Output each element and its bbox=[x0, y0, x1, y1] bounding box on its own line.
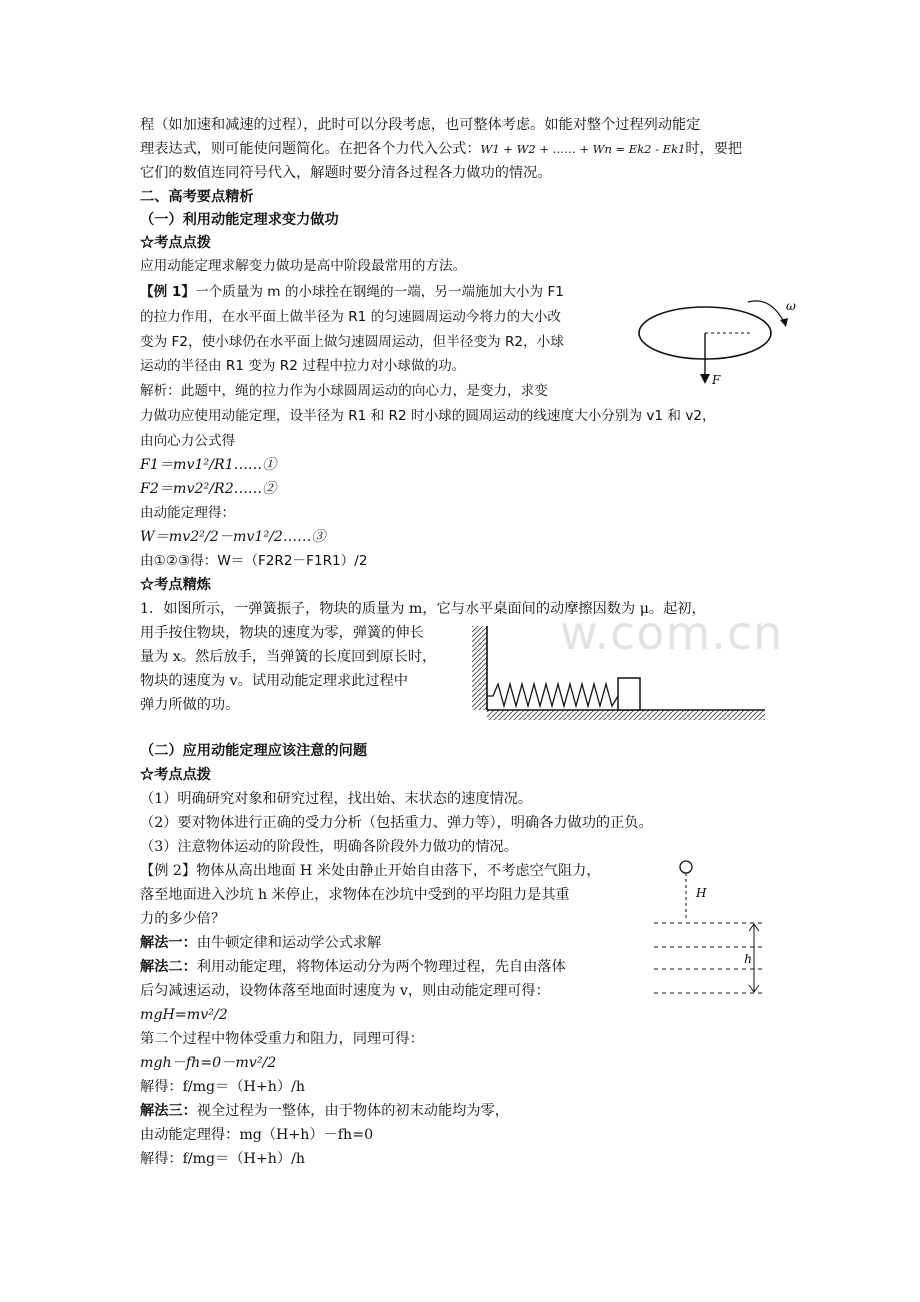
subsection-heading: （一）利用动能定理求变力做功 bbox=[140, 212, 339, 228]
para-line: 程（如加速和减速的过程），此时可以分段考虑，也可整体考虑。如能对整个过程列动能定 bbox=[140, 117, 701, 133]
solution-line: 力做功应使用动能定理，设半径为 R1 和 R2 时小球的圆周运动的线速度大小分别为 v1 和 v2， bbox=[140, 408, 716, 424]
example-1-line: 变为 F2，使小球仍在水平面上做匀速圆周运动，但半径变为 R2，小球 bbox=[140, 334, 564, 350]
equation: 解得：f/mg＝（H+h）/h bbox=[140, 1151, 306, 1167]
question-1-line: 物块的速度为 v。试用动能定理求此过程中 bbox=[140, 673, 408, 689]
equation-1: F1＝mv1²/R1……① bbox=[140, 457, 277, 473]
rotation-arrowhead-icon bbox=[780, 318, 788, 327]
spring-oscillator-figure bbox=[462, 622, 768, 726]
method-line: 第二个过程中物体受重力和阻力，同理可得： bbox=[140, 1031, 424, 1047]
point-item: （1）明确研究对象和研究过程，找出始、末状态的速度情况。 bbox=[140, 791, 533, 807]
solution-line: 解析：此题中，绳的拉力作为小球圆周运动的向心力，是变力，求变 bbox=[140, 383, 548, 399]
omega-label: ω bbox=[786, 299, 796, 313]
formula: W1 + W2 + …… + Wn = Ek2 - Ek1 bbox=[480, 142, 686, 156]
method-line: 解法三：视全过程为一整体，由于物体的初末动能均为零， bbox=[140, 1103, 509, 1119]
equation: 解得：f/mg＝（H+h）/h bbox=[140, 1079, 306, 1095]
question-1-line: 量为 x。然后放手，当弹簧的长度回到原长时， bbox=[140, 649, 437, 665]
falling-ball bbox=[680, 861, 692, 873]
circular-motion-figure bbox=[630, 290, 820, 400]
wall-hatch bbox=[472, 626, 487, 710]
question-1-line: 用手按住物块，物块的速度为零，弹簧的伸长 bbox=[140, 625, 424, 641]
spring bbox=[487, 684, 618, 706]
rotation-arrow bbox=[748, 301, 784, 322]
H-label: H bbox=[696, 886, 707, 900]
result-line: 由①②③得：W＝（F2R2－F1R1）/2 bbox=[140, 553, 368, 569]
solution-line: 由向心力公式得 bbox=[140, 433, 236, 449]
watermark: w.com.cn bbox=[560, 606, 784, 660]
para-line: 理表达式，则可能使问题简化。在把各个力代入公式：W1 + W2 + …… + Wn = Ek2 - Ek1时，要把 bbox=[140, 141, 743, 157]
force-arrowhead-icon bbox=[700, 374, 710, 384]
question-1-line: 1．如图所示，一弹簧振子，物块的质量为 m，它与水平桌面间的动摩擦因数为 μ。起初， bbox=[140, 601, 706, 617]
solution-line: 由动能定理得： bbox=[140, 505, 236, 521]
equation-3: W＝mv2²/2－mv1²/2……③ bbox=[140, 529, 326, 545]
floor-hatch bbox=[487, 710, 765, 720]
point-heading: ☆考点点拨 bbox=[140, 767, 211, 783]
subsection-heading: （二）应用动能定理应该注意的问题 bbox=[140, 743, 368, 759]
point-item: （3）注意物体运动的阶段性，明确各阶段外力做功的情况。 bbox=[140, 839, 518, 855]
example-2-line: 【例 2】物体从高出地面 H 米处由静止开始自由落下，不考虑空气阻力， bbox=[140, 863, 601, 879]
method-line: 后匀减速运动，设物体落至地面时速度为 v，则由动能定理可得： bbox=[140, 983, 550, 999]
point-heading: ☆考点点拨 bbox=[140, 235, 211, 251]
example-2-line: 落至地面进入沙坑 h 米停止，求物体在沙坑中受到的平均阻力是其重 bbox=[140, 887, 570, 903]
equation: mgH=mv²/2 bbox=[140, 1007, 228, 1023]
equation: 由动能定理得：mg（H+h）－fh=0 bbox=[140, 1127, 374, 1143]
h-label: h bbox=[744, 952, 752, 966]
para-line: 应用动能定理求解变力做功是高中阶段最常用的方法。 bbox=[140, 258, 467, 274]
example-2-line: 力的多少倍？ bbox=[140, 911, 226, 927]
example-1-line: 的拉力作用，在水平面上做半径为 R1 的匀速圆周运动今将力的大小改 bbox=[140, 309, 561, 325]
equation-2: F2＝mv2²/R2……② bbox=[140, 481, 277, 497]
equation: mgh－fh=0－mv²/2 bbox=[140, 1055, 277, 1071]
example-1-line: 【例 1】一个质量为 m 的小球拴在钢绳的一端，另一端施加大小为 F1 bbox=[140, 284, 564, 300]
free-fall-figure bbox=[648, 855, 778, 1005]
question-1-line: 弹力所做的功。 bbox=[140, 697, 240, 713]
para-line: 它们的数值连同符号代入，解题时要分清各过程各力做功的情况。 bbox=[140, 165, 552, 181]
method-line: 解法一：由牛顿定律和运动学公式求解 bbox=[140, 935, 382, 951]
point-item: （2）要对物体进行正确的受力分析（包括重力、弹力等），明确各力做功的正负。 bbox=[140, 815, 653, 831]
block bbox=[618, 678, 640, 710]
section-heading: 二、高考要点精析 bbox=[140, 189, 254, 205]
force-label: F bbox=[712, 373, 721, 387]
point-heading: ☆考点精炼 bbox=[140, 577, 211, 593]
method-line: 解法二：利用动能定理，将物体运动分为两个物理过程，先自由落体 bbox=[140, 959, 566, 975]
example-1-line: 运动的半径由 R1 变为 R2 过程中拉力对小球做的功。 bbox=[140, 358, 466, 374]
